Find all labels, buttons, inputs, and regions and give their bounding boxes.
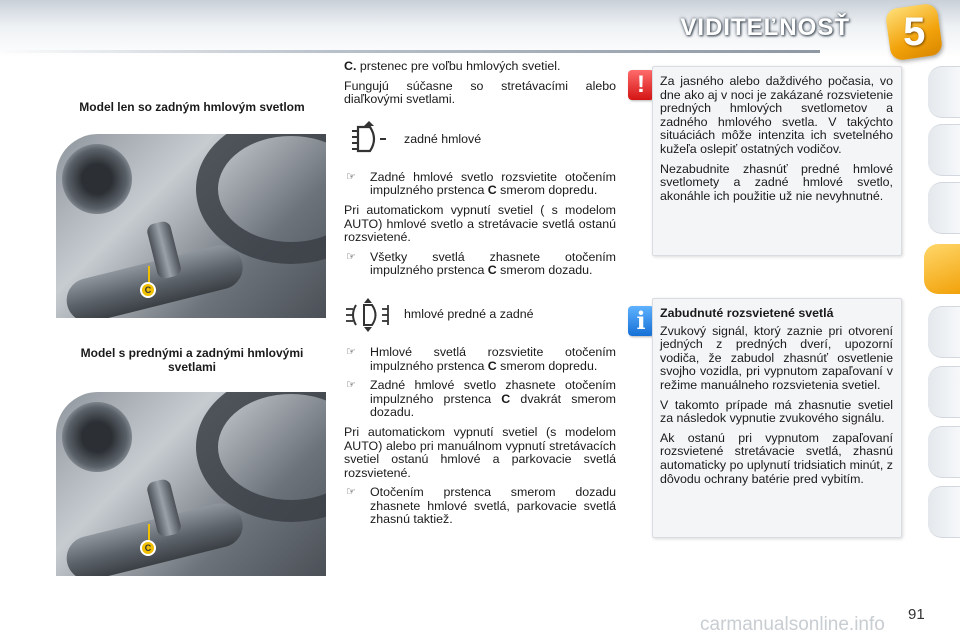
intro-c-text: prstenec pre voľbu hmlových svetiel.: [356, 59, 561, 73]
rear-fog-row: [344, 121, 616, 159]
warning-box: [652, 66, 902, 256]
bullet-text: Otočením prstenca smerom dozadu zhasnete hmlové svetlá, parkovacie svetlá zhasnú taktiež.: [370, 485, 616, 527]
callout-c: C: [140, 282, 156, 298]
front-rear-fog-lamp-icon: [344, 296, 404, 334]
info-paragraph-1: Zvukový signál, ktorý zaznie pri otvorení jedných z predných dverí, upozorní vodiča, že zabudol zhasnúť osvetlenie svojho vozidla, pri vypnutom zapaľovaní v režime manuálneho rozsvietenia svetiel.: [660, 323, 893, 392]
warning-paragraph-1: Za jasného alebo daždivého počasia, vo dne ako aj v noci je zakázané rozsvietenie predných hmlových svetlometov a zadného hmlového svetla. V takýchto situáciách môže intenzita ich svetelného kužeľa oslepiť ostatných vodičov.: [660, 74, 893, 156]
front-rear-fog-row: [344, 296, 616, 334]
bullet-bold: C: [487, 263, 497, 278]
final-bullet: [344, 486, 616, 527]
bullet-arrow-icon: ☞: [346, 250, 356, 263]
info-paragraph-2: V takomto prípade má zhasnutie svetiel za následok vypnutie zvukového signálu.: [660, 397, 893, 426]
header-rule: [0, 50, 820, 53]
bullet-text: Zadné hmlové svetlo rozsvietite otočením impulzného prstenca: [370, 169, 616, 198]
instructions-column: [344, 60, 616, 533]
bullet-bold: C: [487, 183, 497, 198]
warning-icon: !: [628, 70, 654, 100]
intro-paragraph: Fungujú súčasne so stretávacími alebo diaľkovými svetlami.: [344, 78, 616, 107]
intro-c: [344, 60, 616, 74]
rear-fog-label: zadné hmlové: [404, 131, 482, 146]
chapter-tab[interactable]: [928, 486, 960, 538]
air-vent: [62, 144, 132, 214]
bullet-arrow-icon: ☞: [346, 345, 356, 358]
chapter-title: VIDITEĽNOSŤ: [680, 14, 850, 41]
chapter-tab[interactable]: [928, 124, 960, 176]
auto-paragraph-1: Pri automatickom vypnutí svetiel ( s modelom AUTO) hmlové svetlo a stretávacie svetlá ostanú rozsvietené.: [344, 202, 616, 245]
info-box: [652, 298, 902, 538]
chapter-tab[interactable]: [928, 66, 960, 118]
front-rear-fog-label: hmlové predné a zadné: [404, 307, 534, 322]
steering-wheel: [196, 134, 326, 264]
warning-paragraph-2: Nezabudnite zhasnúť predné hmlové svetlomety a zadné hmlové svetlo, akonáhle ich použitie už nie nevyhnutné.: [660, 161, 893, 203]
rear-fog-lamp-icon: [344, 121, 404, 159]
info-icon: i: [628, 306, 654, 336]
chapter-tab[interactable]: [928, 182, 960, 234]
rear-bullet-2: [344, 251, 616, 278]
rear-bullet: [344, 171, 616, 198]
page-number: 91: [908, 606, 925, 623]
model1-caption: Model len so zadným hmlovým svetlom: [79, 100, 305, 114]
watermark: carmanualsonline.info: [700, 614, 885, 635]
chapter-tab[interactable]: [928, 366, 960, 418]
bullet-bold: C: [487, 358, 497, 373]
info-paragraph-3: Ak ostanú pri vypnutom zapaľovaní rozsvietené stretávacie svetlá, zhasnú automaticky po uplynutí tridsiatich minút, z dôvodu ochrany batérie pred vybitím.: [660, 430, 893, 486]
intro-c-label: C.: [344, 59, 357, 73]
chapter-tabs: [928, 66, 960, 576]
bullet-text: Zadné hmlové svetlo zhasnete otočením impulzného prstenca: [370, 378, 616, 406]
bullet-bold: C: [501, 391, 511, 406]
chapter-number-badge: [885, 3, 944, 62]
model2-caption: Model s prednými a zadnými hmlovými svetlami: [80, 346, 304, 374]
bullet-text: Hmlové svetlá rozsvietite otočením impulzného prstenca: [370, 344, 616, 373]
front-bullet-2: [344, 379, 616, 420]
photo-column: [56, 100, 328, 576]
bullet-text: smerom dozadu.: [496, 263, 593, 278]
stalk-photo-rear-fog: [56, 134, 326, 318]
bullet-text: dvakrát smerom dozadu.: [370, 391, 616, 420]
bullet-text: smerom dopredu.: [496, 358, 598, 373]
stalk-photo-front-rear-fog: [56, 392, 326, 576]
chapter-tab[interactable]: [928, 306, 960, 358]
auto-paragraph-2: Pri automatickom vypnutí svetiel (s modelom AUTO) alebo pri manuálnom vypnutí stretávacích svetiel ostanú hmlové a parkovacie svetlá rozsvietené.: [344, 424, 616, 480]
chapter-tab[interactable]: [928, 426, 960, 478]
bullet-arrow-icon: ☞: [346, 486, 356, 499]
callout-c: C: [140, 540, 156, 556]
air-vent: [62, 402, 132, 472]
bullet-arrow-icon: ☞: [346, 379, 356, 392]
info-heading: Zabudnuté rozsvietené svetlá: [660, 306, 834, 320]
bullet-text: Všetky svetlá zhasnete otočením impulzného prstenca: [370, 249, 616, 278]
steering-wheel: [196, 392, 326, 522]
bullet-text: smerom dopredu.: [496, 183, 598, 198]
chapter-number: 5: [902, 9, 926, 54]
chapter-tab-active[interactable]: [924, 244, 960, 294]
front-bullet-1: [344, 346, 616, 373]
bullet-arrow-icon: ☞: [346, 170, 356, 183]
